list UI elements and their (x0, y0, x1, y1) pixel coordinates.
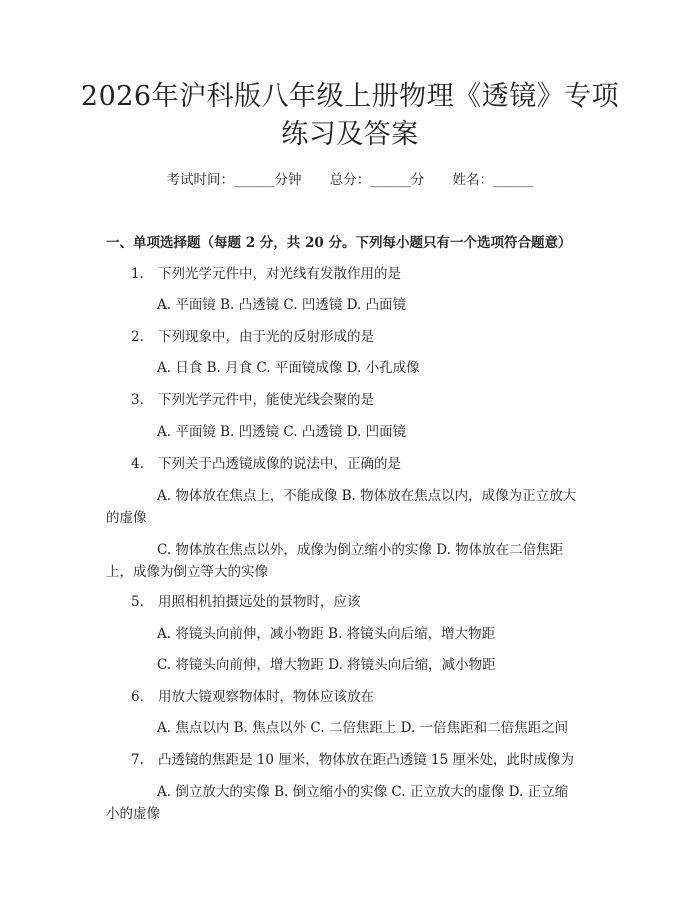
question-7-option-line-1: A. 倒立放大的实像 B. 倒立缩小的实像 C. 正立放大的虚像 D. 正立缩 (157, 784, 569, 800)
question-number: 5. (131, 594, 144, 610)
question-5-option-line-1: A. 将镜头向前伸，减小物距 B. 将镜头向后缩，增大物距 (157, 626, 496, 642)
question-text: 下列光学元件中，对光线有发散作用的是 (158, 266, 401, 282)
question-4 (131, 452, 401, 472)
question-text: 下列关于凸透镜成像的说法中，正确的是 (158, 456, 401, 472)
question-5-option-line-2: C. 将镜头向前伸，增大物距 D. 将镜头向后缩，减小物距 (157, 657, 496, 673)
question-2 (131, 325, 374, 345)
question-4-option-line-1: A. 物体放在焦点上，不能成像 B. 物体放在焦点以内，成像为正立放大 (157, 488, 577, 504)
question-text: 用照相机拍摄远处的景物时，应该 (158, 594, 361, 610)
question-number: 4. (131, 456, 144, 472)
question-4-option-line-2: 的虚像 (106, 510, 147, 526)
question-6 (131, 685, 374, 705)
exam-name: 姓名：______ (452, 172, 534, 188)
question-number: 2. (131, 329, 144, 345)
section-heading: 一、单项选择题（每题 2 分，共 20 分。下列每小题只有一个选项符合题意） (106, 235, 572, 251)
exam-time: 考试时间：______分钟 (166, 172, 302, 188)
title-line-2: 练习及答案 (281, 119, 419, 150)
question-number: 6. (131, 689, 144, 705)
page-title (70, 78, 630, 154)
question-5 (131, 590, 361, 610)
exam-meta (0, 168, 700, 188)
question-3 (131, 388, 374, 408)
question-text: 下列现象中，由于光的反射形成的是 (158, 329, 374, 345)
question-3-options: A. 平面镜 B. 凹透镜 C. 凸透镜 D. 凹面镜 (157, 424, 407, 440)
question-1-options: A. 平面镜 B. 凸透镜 C. 凹透镜 D. 凸面镜 (157, 297, 407, 313)
question-2-options: A. 日食 B. 月食 C. 平面镜成像 D. 小孔成像 (157, 360, 420, 376)
question-number: 1. (131, 266, 144, 282)
question-number: 7. (131, 752, 144, 768)
question-7-option-line-2: 小的虚像 (106, 806, 160, 822)
question-4-option-line-4: 上，成像为倒立等大的实像 (106, 564, 268, 580)
question-6-options: A. 焦点以内 B. 焦点以外 C. 二倍焦距上 D. 一倍焦距和二倍焦距之间 (157, 720, 569, 736)
question-7 (131, 748, 574, 768)
question-text: 凸透镜的焦距是 10 厘米，物体放在距凸透镜 15 厘米处，此时成像为 (158, 752, 575, 768)
exam-score: 总分：______分 (329, 172, 425, 188)
question-text: 下列光学元件中，能使光线会聚的是 (158, 392, 374, 408)
question-text: 用放大镜观察物体时，物体应该放在 (158, 689, 374, 705)
title-line-1: 2026年沪科版八年级上册物理《透镜》专项 (80, 81, 620, 112)
question-1 (131, 262, 401, 282)
question-number: 3. (131, 392, 144, 408)
question-4-option-line-3: C. 物体放在焦点以外，成像为倒立缩小的实像 D. 物体放在二倍焦距 (157, 542, 564, 558)
